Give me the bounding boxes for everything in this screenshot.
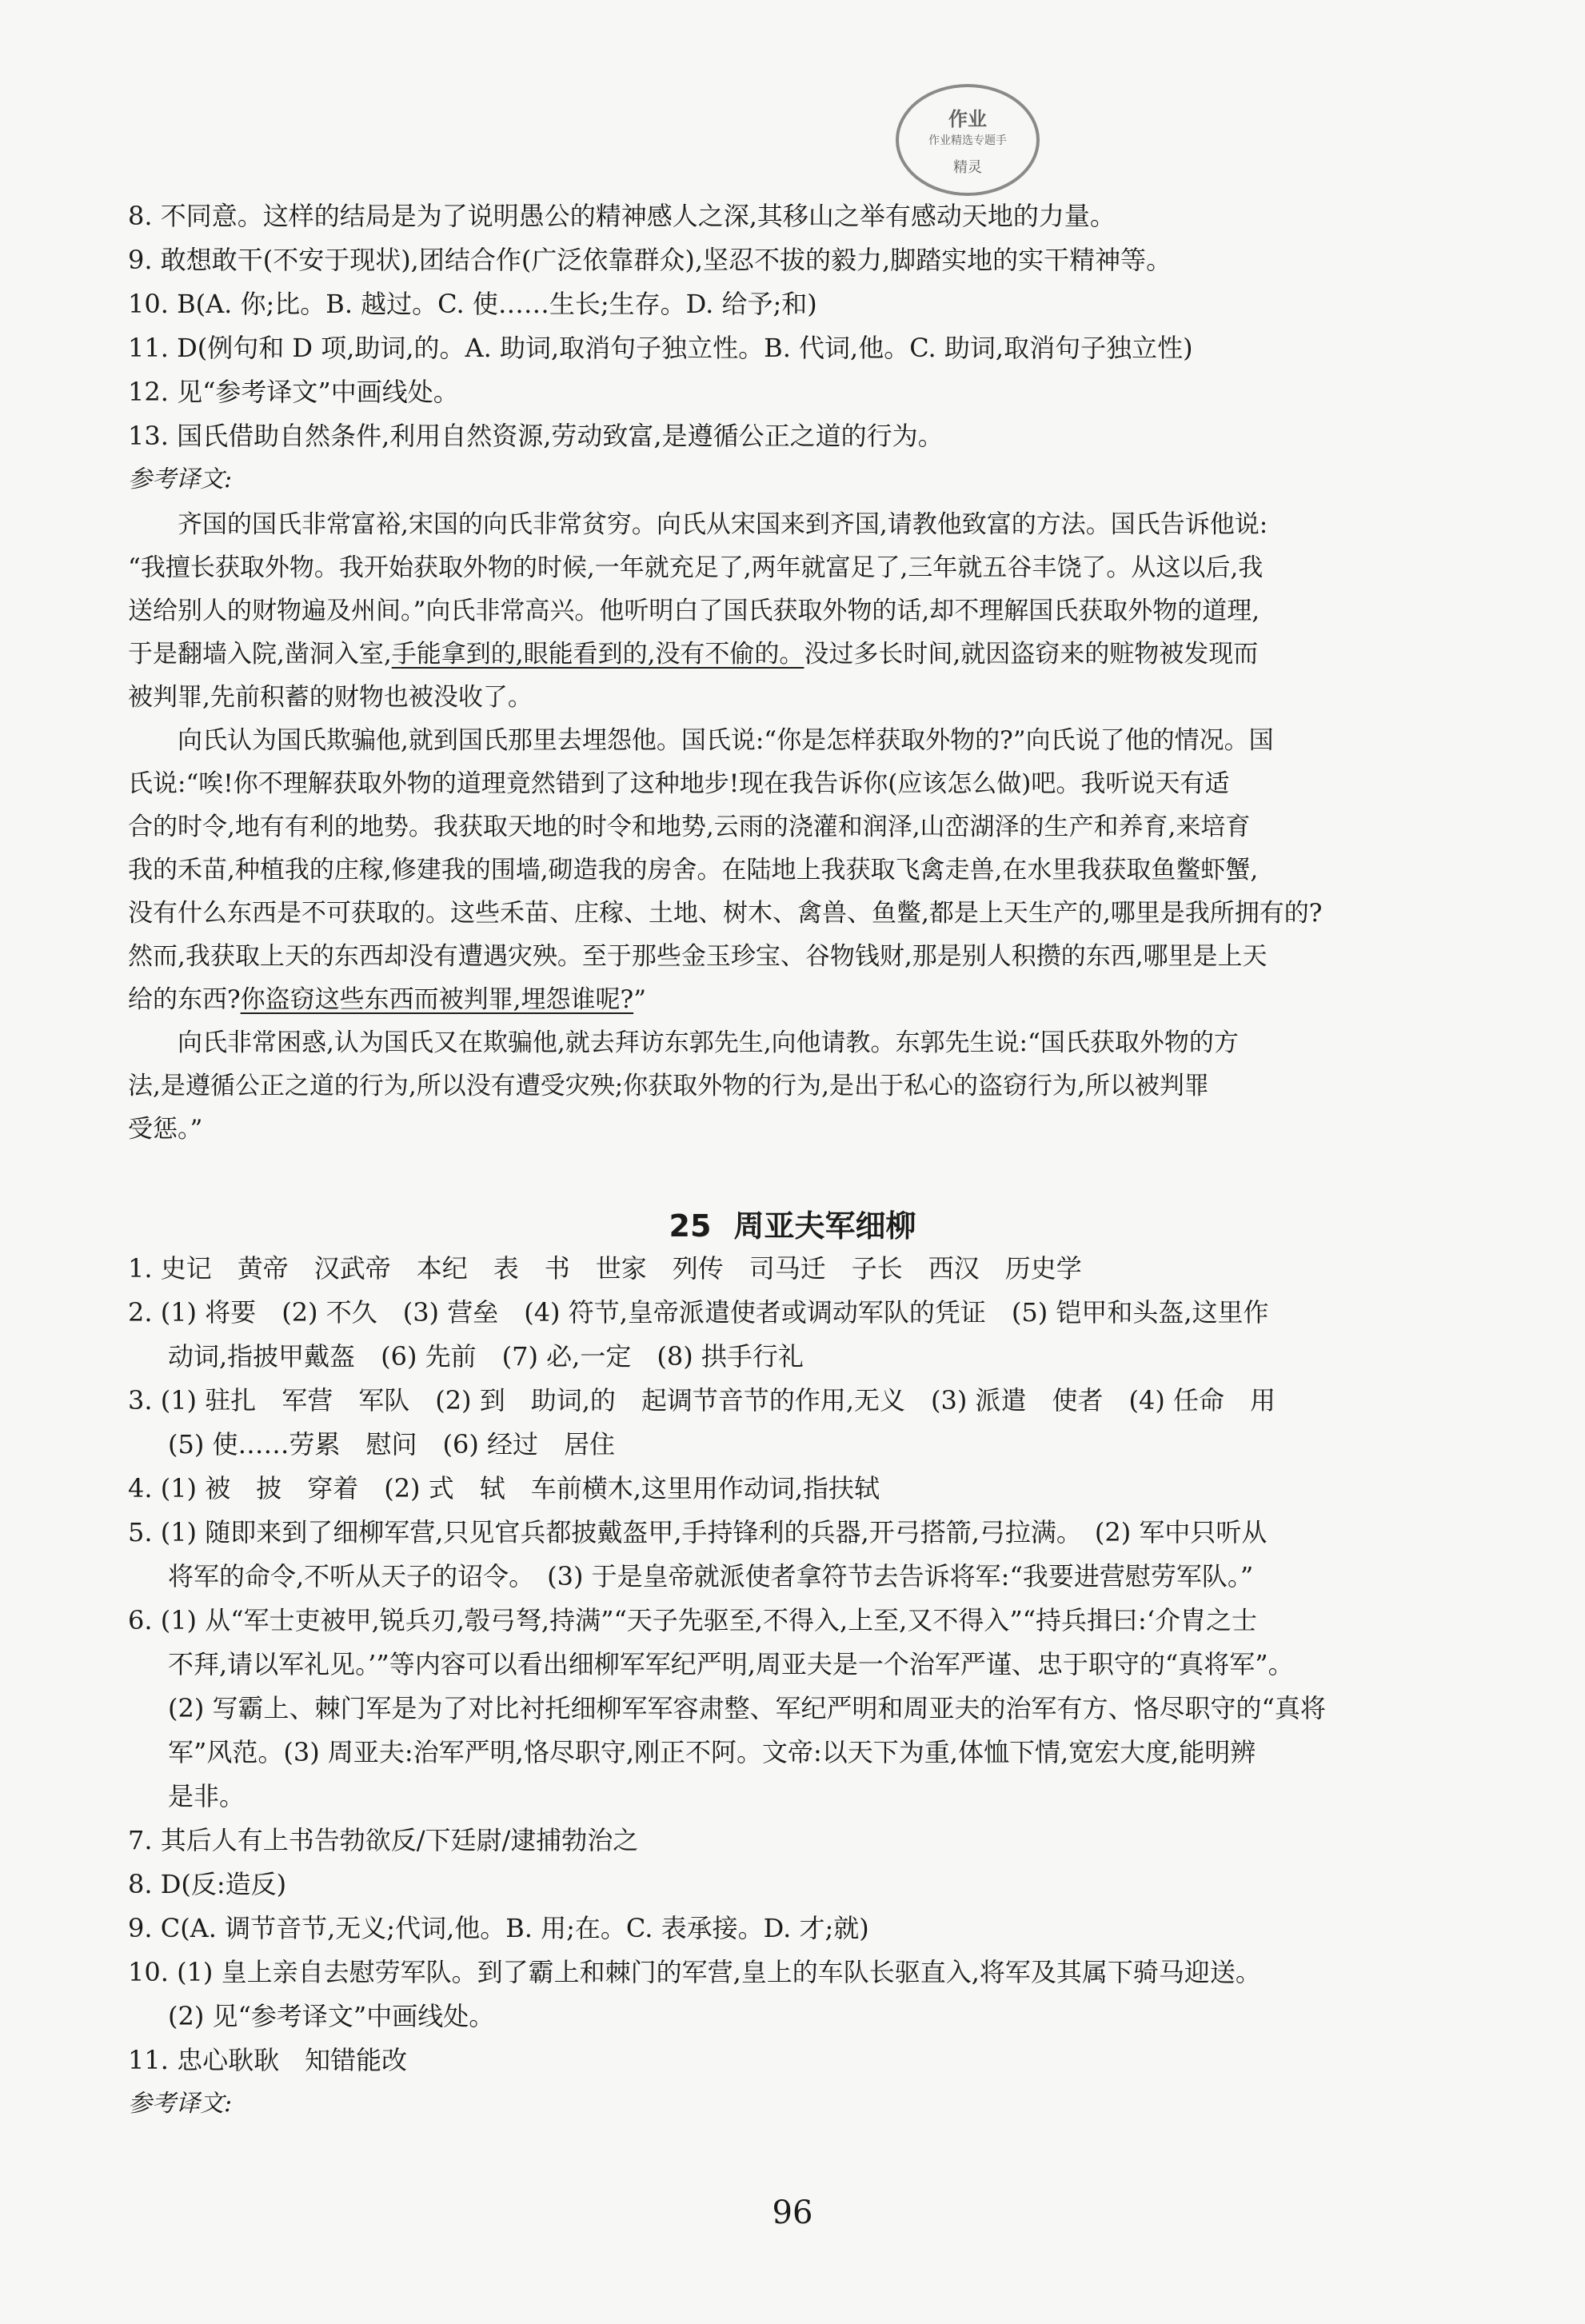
reference-translation-label: 参考译文: <box>128 465 233 493</box>
translation-text: 没过多长时间,就因盗窃来的赃物被发现而 <box>804 640 1259 669</box>
s25-answer-8: 8. D(反:造反) <box>128 1869 287 1899</box>
translation-line: 我的禾苗,种植我的庄稼,修建我的围墙,砌造我的房舍。在陆地上我获取飞禽走兽,在水里我获取鱼鳖虾蟹, <box>128 856 1259 884</box>
s25-answer-11: 11. 忠心耿耿 知错能改 <box>128 2045 408 2075</box>
s25-answer-10: 10. (1) 皇上亲自去慰劳军队。到了霸上和棘门的军营,皇上的车队长驱直入,将军及其属下骑马迎送。 <box>128 1957 1261 1987</box>
answer-12: 12. 见“参考译文”中画线处。 <box>128 377 459 407</box>
answer-11: 11. D(例句和 D 项,助词,的。A. 助词,取消句子独立性。B. 代词,他。C. 助词,取消句子独立性) <box>128 333 1193 363</box>
translation-text: ” <box>633 985 646 1014</box>
stamp-text-bottom: 精灵 <box>953 159 982 176</box>
translation-line: “我擅长获取外物。我开始获取外物的时候,一年就充足了,两年就富足了,三年就五谷丰饶了。从这以后,我 <box>128 553 1264 582</box>
watermark-stamp <box>896 84 1040 196</box>
answer-10: 10. B(A. 你;比。B. 越过。C. 使……生长;生存。D. 给予;和) <box>128 289 817 319</box>
translation-line <box>128 638 1258 670</box>
s25-answer-3: 3. (1) 驻扎 军营 军队 (2) 到 助词,的 起调节音节的作用,无义 (3) 派遣 使者 (4) 任命 用 <box>128 1385 1276 1416</box>
s25-answer-9: 9. C(A. 调节音节,无义;代词,他。B. 用;在。C. 表承接。D. 才;就) <box>128 1913 869 1943</box>
answer-8: 8. 不同意。这样的结局是为了说明愚公的精神感人之深,其移山之举有感动天地的力量。 <box>128 201 1116 231</box>
translation-line: 向氏非常困惑,认为国氏又在欺骗他,就去拜访东郭先生,向他请教。东郭先生说:“国氏获取外物的方 <box>178 1028 1239 1057</box>
stamp-text-middle: 作业精选专题手 <box>928 134 1007 147</box>
underlined-answer: 手能拿到的,眼能看到的,没有不偷的。 <box>391 640 804 669</box>
s25-answer-6-cont: (2) 写霸上、棘门军是为了对比衬托细柳军军容肃整、军纪严明和周亚夫的治军有方、恪尽职守的“真将 <box>168 1693 1326 1723</box>
s25-answer-5-cont: 将军的命令,不听从天子的诏令。 (3) 于是皇帝就派使者拿符节去告诉将军:“我要进营慰劳军队。” <box>168 1561 1254 1591</box>
s25-answer-2-cont: 动词,指披甲戴盔 (6) 先前 (7) 必,一定 (8) 拱手行礼 <box>168 1341 804 1372</box>
stamp-text-top: 作业 <box>948 108 987 130</box>
s25-answer-6: 6. (1) 从“军士吏被甲,锐兵刃,彀弓弩,持满”“天子先驱至,不得入,上至,又不得入”“持兵揖曰:‘介胄之士 <box>128 1605 1257 1635</box>
page-number: 96 <box>772 2194 813 2231</box>
s25-answer-6-cont: 不拜,请以军礼见。’”等内容可以看出细柳军军纪严明,周亚夫是一个治军严谨、忠于职守的“真将军”。 <box>168 1649 1294 1679</box>
translation-line: 送给别人的财物遍及州间。”向氏非常高兴。他听明白了国氏获取外物的话,却不理解国氏获取外物的道理, <box>128 597 1260 625</box>
lesson-number: 25 <box>669 1208 712 1244</box>
translation-line <box>128 984 646 1016</box>
s25-answer-1: 1. 史记 黄帝 汉武帝 本纪 表 书 世家 列传 司马迁 子长 西汉 历史学 <box>128 1253 1082 1284</box>
s25-answer-10-cont: (2) 见“参考译文”中画线处。 <box>168 2001 495 2031</box>
translation-line: 受惩。” <box>128 1115 203 1144</box>
s25-answer-2: 2. (1) 将要 (2) 不久 (3) 营垒 (4) 符节,皇帝派遣使者或调动军队的凭证 (5) 铠甲和头盔,这里作 <box>128 1297 1269 1328</box>
s25-answer-3-cont: (5) 使……劳累 慰问 (6) 经过 居住 <box>168 1429 616 1459</box>
translation-line: 氏说:“唉!你不理解获取外物的道理竟然错到了这种地步!现在我告诉你(应该怎么做)吧。我听说天有适 <box>128 769 1230 798</box>
s25-answer-6-cont: 军”风范。(3) 周亚夫:治军严明,恪尽职守,刚正不阿。文帝:以天下为重,体恤下情,宽宏大度,能明辨 <box>168 1737 1256 1767</box>
translation-line: 向氏认为国氏欺骗他,就到国氏那里去埋怨他。国氏说:“你是怎样获取外物的?”向氏说了他的情况。国 <box>178 726 1274 755</box>
translation-text: 给的东西? <box>128 985 241 1014</box>
lesson-title <box>0 1206 1585 1246</box>
answer-9: 9. 敢想敢干(不安于现状),团结合作(广泛依靠群众),坚忍不拔的毅力,脚踏实地的实干精神等。 <box>128 245 1172 275</box>
answer-13: 13. 国氏借助自然条件,利用自然资源,劳动致富,是遵循公正之道的行为。 <box>128 421 944 451</box>
translation-line: 齐国的国氏非常富裕,宋国的向氏非常贫穷。向氏从宋国来到齐国,请教他致富的方法。国氏告诉他说: <box>178 510 1268 539</box>
translation-line: 被判罪,先前积蓄的财物也被没收了。 <box>128 683 533 712</box>
s25-answer-6-cont: 是非。 <box>168 1781 246 1811</box>
translation-line: 合的时令,地有有利的地势。我获取天地的时令和地势,云雨的浇灌和润泽,山峦湖泽的生产和养育,来培育 <box>128 813 1251 841</box>
s25-answer-5: 5. (1) 随即来到了细柳军营,只见官兵都披戴盔甲,手持锋利的兵器,开弓搭箭,弓拉满。 (2) 军中只听从 <box>128 1517 1268 1547</box>
reference-translation-label: 参考译文: <box>128 2090 233 2118</box>
lesson-name: 周亚夫军细柳 <box>733 1208 916 1244</box>
s25-answer-7: 7. 其后人有上书告勃欲反/下廷尉/逮捕勃治之 <box>128 1825 639 1855</box>
s25-answer-4: 4. (1) 被 披 穿着 (2) 式 轼 车前横木,这里用作动词,指扶轼 <box>128 1473 880 1503</box>
translation-text: 于是翻墙入院,凿洞入室, <box>128 640 392 669</box>
translation-line: 没有什么东西是不可获取的。这些禾苗、庄稼、土地、树木、禽兽、鱼鳖,都是上天生产的,哪里是我所拥有的? <box>128 899 1323 928</box>
translation-line: 法,是遵循公正之道的行为,所以没有遭受灾殃;你获取外物的行为,是出于私心的盗窃行为,所以被判罪 <box>128 1072 1209 1100</box>
underlined-answer: 你盗窃这些东西而被判罪,埋怨谁呢? <box>240 985 634 1014</box>
translation-line: 然而,我获取上天的东西却没有遭遇灾殃。至于那些金玉珍宝、谷物钱财,那是别人积攒的东西,哪里是上天 <box>128 942 1268 971</box>
